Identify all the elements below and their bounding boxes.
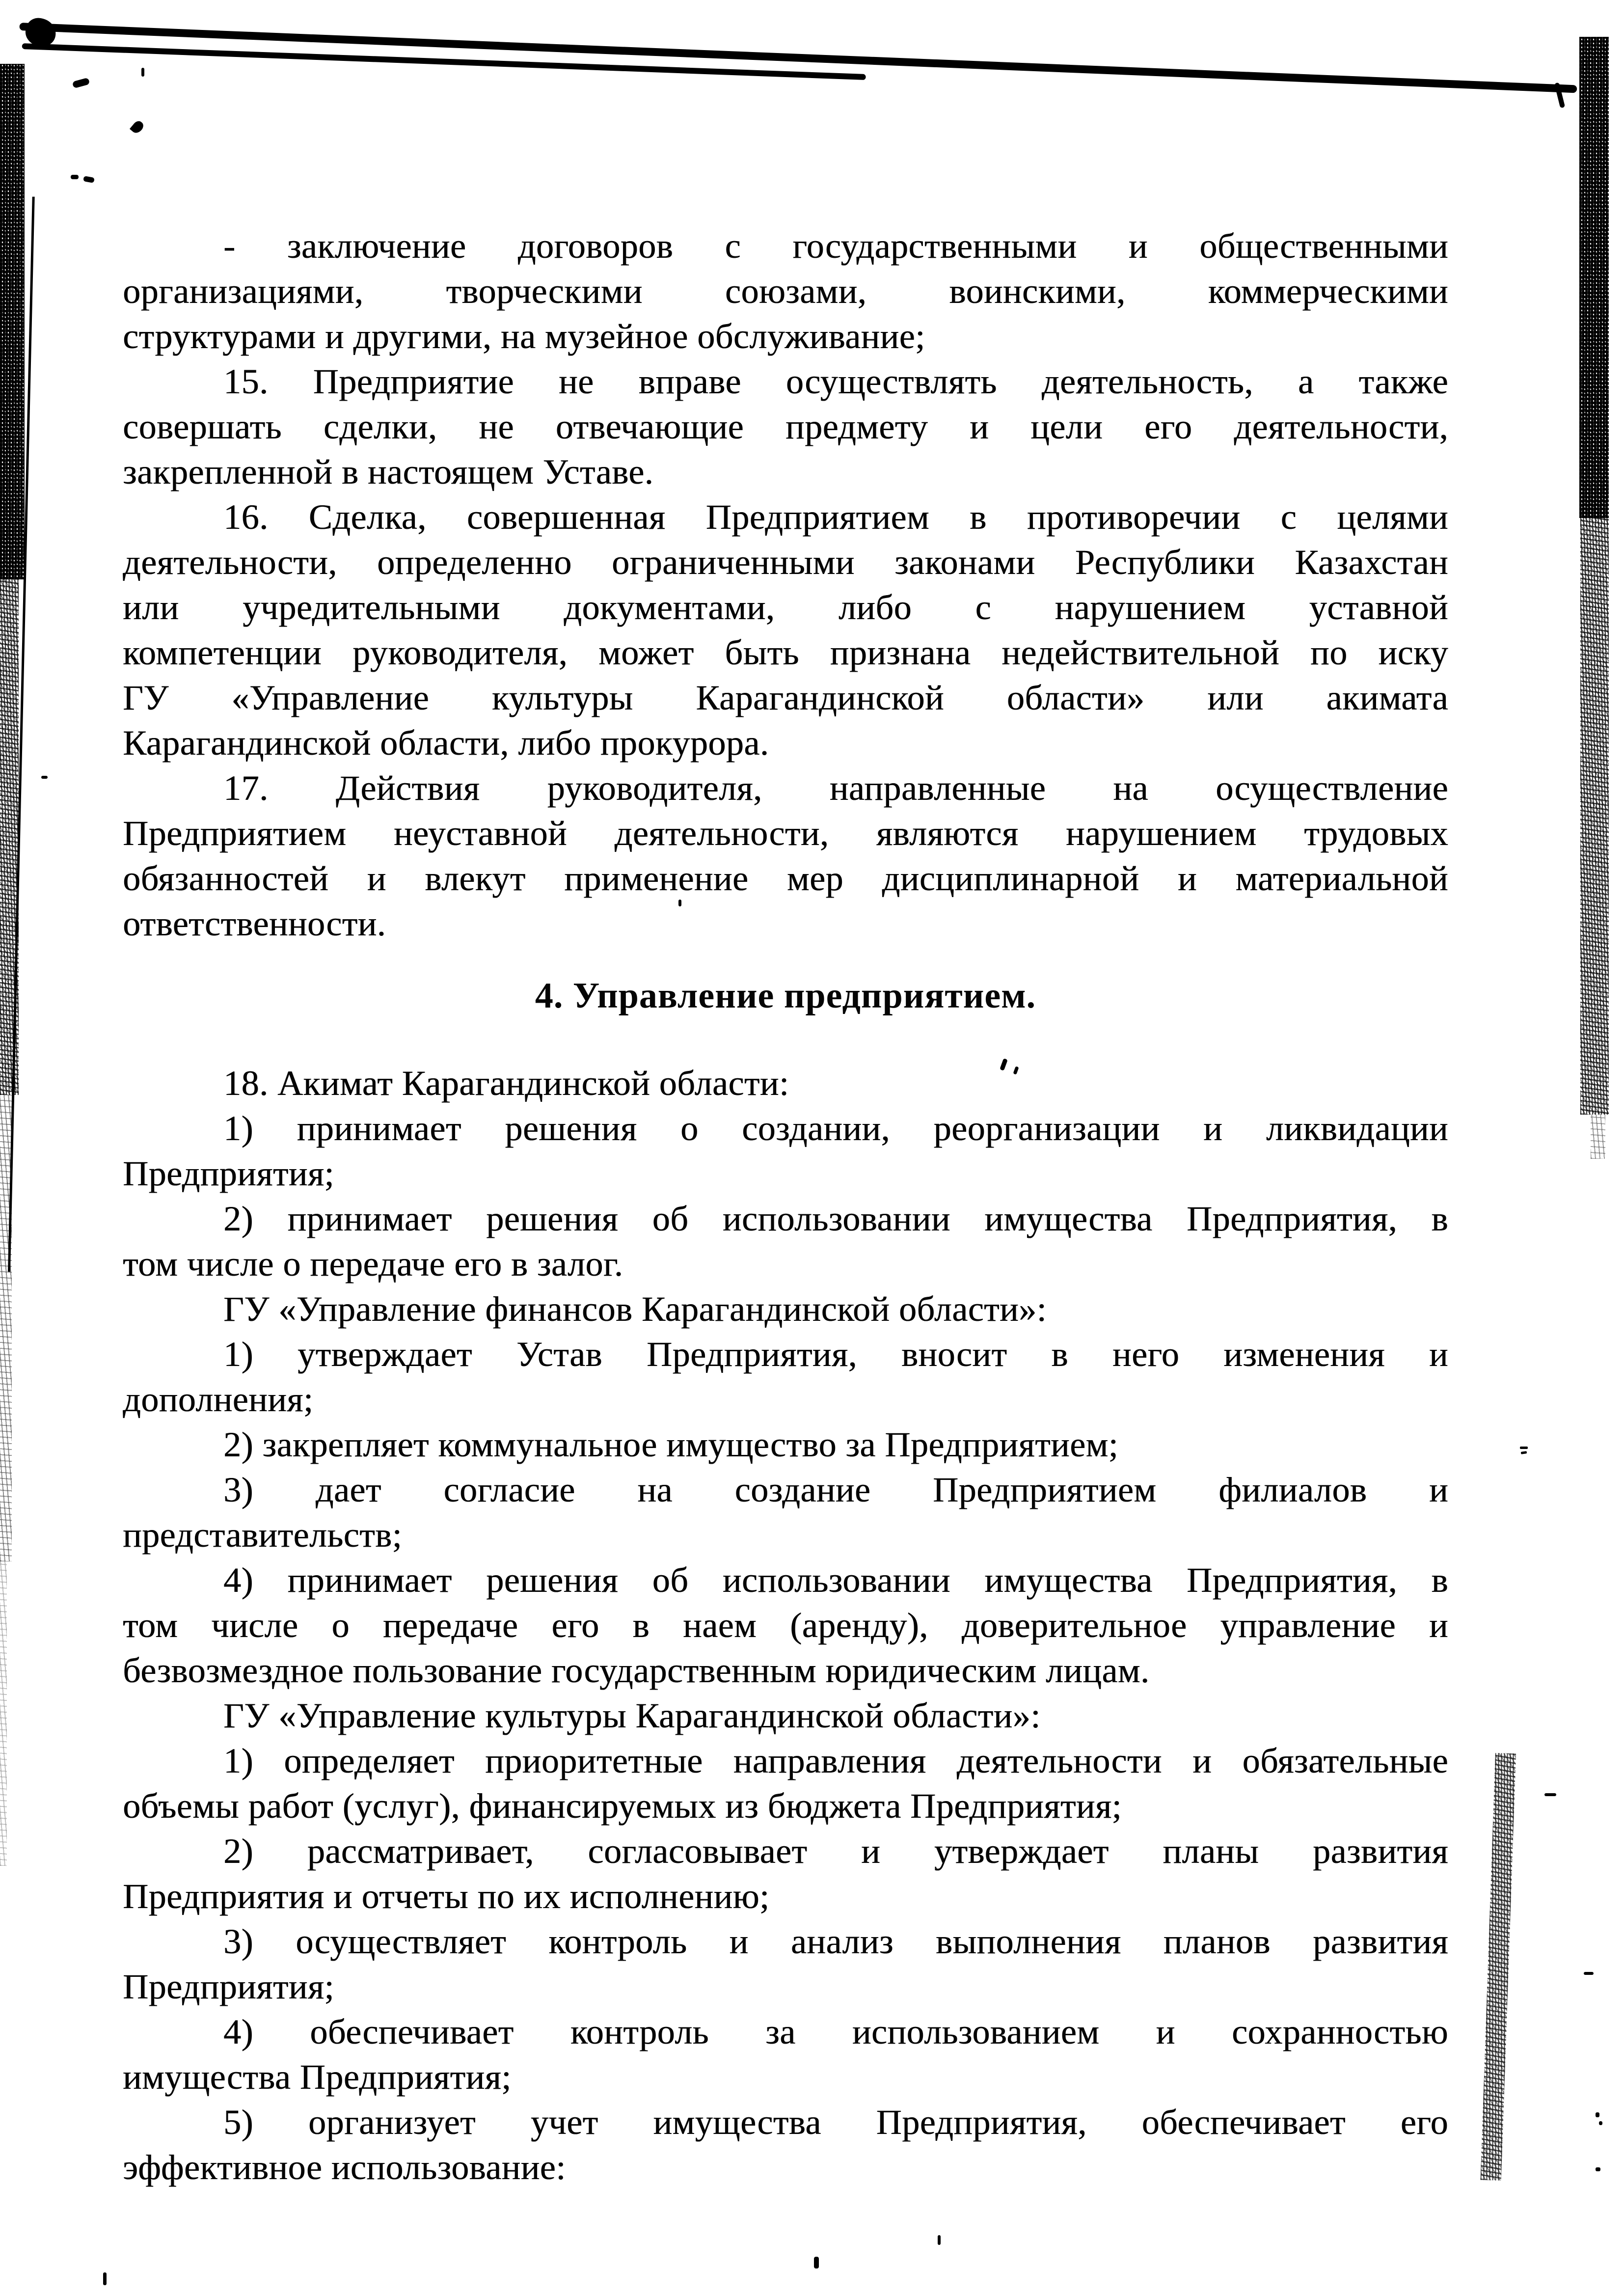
scan-left-band-top (0, 64, 25, 579)
text-line: или учредительными документами, либо с нарушением уставной (123, 588, 1448, 627)
section-preceding-clauses (123, 223, 1448, 946)
text-line: 17. Действия руководителя, направленные на осуществление (223, 768, 1448, 808)
text-line: объемы работ (услуг), финансируемых из бюджета Предприятия; (123, 1786, 1122, 1826)
text-line: Карагандинской области, либо прокурора. (123, 723, 769, 763)
text-line: 1) принимает решения о создании, реорганизации и ликвидации (223, 1109, 1448, 1148)
text-line: организациями, творческими союзами, воинскими, коммерческими (123, 272, 1448, 311)
paragraph (123, 1829, 1448, 1919)
section-enterprise-management (123, 1061, 1448, 2190)
scan-speck (83, 176, 95, 183)
paragraph (123, 1196, 1448, 1286)
scan-speck (1521, 1451, 1527, 1454)
paragraph (123, 1919, 1448, 2009)
scan-speck (72, 78, 90, 88)
text-line: 2) рассматривает, согласовывает и утверждает планы развития (223, 1831, 1448, 1871)
text-line: 15. Предприятие не вправе осуществлять деятельность, а также (223, 362, 1448, 401)
paragraph (123, 1106, 1448, 1196)
text-line: Предприятия; (123, 1154, 334, 1193)
text-line: 18. Акимат Карагандинской области: (223, 1064, 789, 1103)
text-line: том числе о передаче его в наем (аренду), доверительное управление и (123, 1606, 1448, 1645)
document-text-column (123, 223, 1448, 2190)
text-line: 4) обеспечивает контроль за использованием и сохранностью (223, 2012, 1448, 2051)
paragraph (123, 1332, 1448, 1422)
paragraph (123, 1738, 1448, 1829)
scan-speck (938, 2235, 941, 2245)
scan-speck (1596, 2112, 1599, 2117)
scan-right-band-lower (1580, 518, 1609, 1115)
scan-speck (1520, 1447, 1528, 1449)
paragraph (123, 223, 1448, 359)
text-line: обязанностей и влекут применение мер дисциплинарной и материальной (123, 859, 1448, 898)
paragraph (123, 2100, 1448, 2190)
text-line: компетенции руководителя, может быть признана недействительной по иску (123, 633, 1448, 672)
scan-speck (130, 119, 145, 136)
text-line: представительств; (123, 1515, 403, 1555)
paragraph (123, 1693, 1448, 1738)
scan-speck (141, 68, 144, 77)
text-line: ГУ «Управление культуры Карагандинской области»: (223, 1696, 1041, 1735)
text-line: 2) закрепляет коммунальное имущество за Предприятием; (223, 1425, 1119, 1464)
scan-speck (103, 2272, 107, 2285)
scan-speck (1596, 2167, 1600, 2171)
scan-right-band-tail (1591, 1115, 1605, 1159)
scan-speck (41, 776, 48, 779)
scan-streak-top-secondary (22, 43, 866, 80)
scan-streak-top-main (19, 23, 1577, 93)
text-line: 3) дает согласие на создание Предприятием филиалов и (223, 1470, 1448, 1509)
paragraph (123, 1061, 1448, 1106)
text-line: Предприятия; (123, 1967, 334, 2006)
text-line: 16. Сделка, совершенная Предприятием в противоречии с целями (223, 497, 1448, 537)
paragraph (123, 359, 1448, 494)
text-line: ГУ «Управление культуры Карагандинской области» или акимата (123, 678, 1448, 717)
text-line: структурами и другими, на музейное обслуживание; (123, 317, 925, 356)
text-line: деятельности, определенно ограниченными законами Республики Казахстан (123, 543, 1448, 582)
paragraph (123, 765, 1448, 946)
text-line: том числе о передаче его в залог. (123, 1244, 623, 1284)
text-line: - заключение договоров с государственными и общественными (223, 226, 1448, 266)
text-line: 4) принимает решения об использовании имущества Предприятия, в (223, 1560, 1448, 1600)
text-line: 5) организует учет имущества Предприятия, обеспечивает его (223, 2103, 1448, 2142)
text-line: 1) определяет приоритетные направления деятельности и обязательные (223, 1741, 1448, 1780)
paragraph (123, 1558, 1448, 1693)
text-line: Предприятием неуставной деятельности, являются нарушением трудовых (123, 814, 1448, 853)
scan-speck (814, 2257, 819, 2269)
scan-speck (71, 175, 79, 179)
text-line: ГУ «Управление финансов Карагандинской области»: (223, 1289, 1047, 1329)
text-line: эффективное использование: (123, 2148, 566, 2187)
section-heading: 4. Управление предприятием. (535, 976, 1036, 1016)
text-line: Предприятия и отчеты по их исполнению; (123, 1877, 770, 1916)
text-line: совершать сделки, не отвечающие предмету и цели его деятельности, (123, 407, 1448, 446)
paragraph (123, 1467, 1448, 1558)
text-line: 2) принимает решения об использовании имущества Предприятия, в (223, 1199, 1448, 1238)
text-line: имущества Предприятия; (123, 2057, 512, 2097)
scan-streak-lower-right (1481, 1753, 1516, 2181)
text-line: 1) утверждает Устав Предприятия, вносит в него изменения и (223, 1335, 1448, 1374)
scan-speck (1599, 2121, 1602, 2125)
scan-left-band-tail (0, 1561, 7, 1866)
paragraph (123, 1422, 1448, 1467)
text-line: закрепленной в настоящем Уставе. (123, 452, 654, 492)
paragraph (123, 1286, 1448, 1332)
paragraph (123, 494, 1448, 765)
scan-speck (1544, 1793, 1556, 1796)
text-line: 3) осуществляет контроль и анализ выполнения планов развития (223, 1922, 1448, 1961)
paragraph (123, 2009, 1448, 2100)
scan-speck (1584, 1972, 1594, 1975)
text-line: безвозмездное пользование государственным юридическим лицам. (123, 1651, 1150, 1690)
text-line: ответственности. (123, 904, 386, 943)
scan-right-band-top (1579, 37, 1609, 518)
text-line: дополнения; (123, 1380, 314, 1419)
